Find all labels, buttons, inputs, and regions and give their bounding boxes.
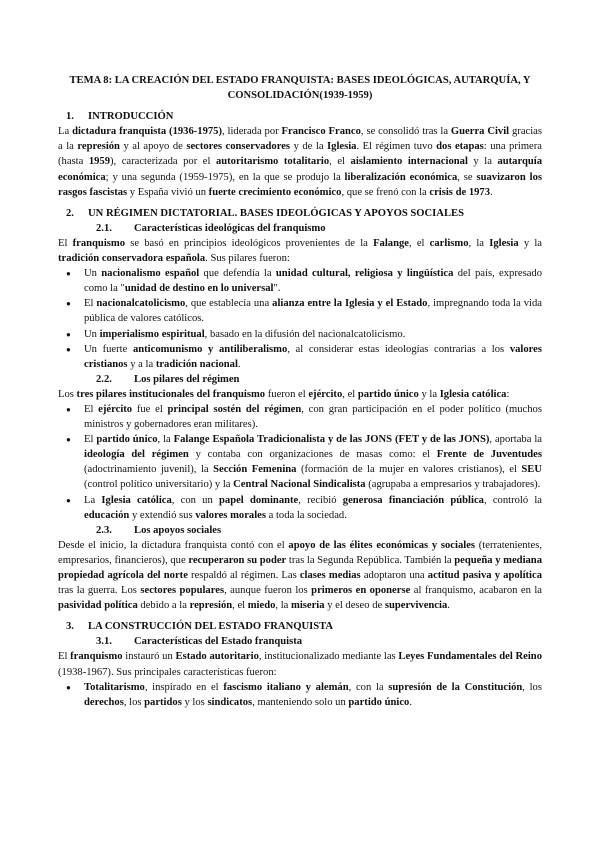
bold-text: Sección Femenina — [213, 464, 297, 476]
bold-text: partido único — [96, 434, 158, 446]
section-3-1-list — [58, 680, 542, 710]
bold-text: supresión de la Constitución — [388, 681, 523, 693]
bold-text: educación — [84, 509, 130, 521]
intro-paragraph: La dictadura franquista (1936-1975), liderada por Francisco Franco, se consolidó tras la Guerra Civil gracias a la represión y al apoyo de sectores conservadores y de la Iglesia. El régimen tuvo dos etapas: una primera (hasta 1959), caracterizada por el autoritarismo totalitario, el aislamiento internacional y la autarquía económica; y una segunda (1959-1975), en la que se produjo la liberalización económica, se suavizaron los rasgos fascistas y España vivió un fuerte crecimiento económico, que se frenó con la crisis de 1973. — [58, 126, 542, 198]
section-2-3-heading: 2.3. Los apoyos sociales — [96, 524, 222, 536]
bold-text: partidos — [144, 696, 182, 708]
bold-text: dos etapas — [436, 141, 484, 153]
bold-text: pasividad política — [58, 600, 138, 612]
bold-text: Iglesia — [489, 237, 519, 249]
bold-text: carlismo — [429, 237, 469, 249]
bold-text: crisis de 1973 — [429, 186, 491, 198]
section-2-2-list — [58, 402, 542, 523]
bold-text: recuperaron su poder — [188, 554, 287, 566]
bold-text: Iglesia católica — [439, 388, 507, 400]
bold-text: supervivencia — [384, 600, 448, 612]
bold-text: franquismo — [70, 651, 123, 663]
bold-text: tradición nacional — [155, 358, 238, 370]
bold-text: clases medias — [299, 570, 361, 581]
bold-text: suavizaron los rasgos fascistas — [58, 171, 542, 198]
bold-text: Falange — [373, 237, 409, 249]
bold-text: SEU — [521, 464, 542, 476]
section-3-1-heading: 3.1. Características del Estado franquista — [96, 636, 303, 648]
bold-text: nacionalcatolicismo — [96, 298, 186, 310]
title-line-2: CONSOLIDACIÓN(1939-1959) — [227, 90, 373, 102]
section-2-2-heading: 2.2. Los pilares del régimen — [96, 373, 240, 385]
bold-text: principal sostén del régimen — [167, 403, 302, 415]
bold-text: represión — [189, 600, 233, 612]
bold-text: Guerra Civil — [450, 126, 510, 138]
bold-text: apoyo de las élites económicas y sociales — [288, 539, 476, 551]
bold-text: ejército — [308, 388, 343, 400]
bold-text: 1959 — [88, 156, 111, 168]
bold-text: ideología del régimen — [84, 449, 189, 461]
list-item: ● Un imperialismo espiritual, basado en la difusión del nacionalcatolicismo. — [84, 327, 542, 342]
section-3-1-intro: El franquismo instauró un Estado autoritario, institucionalizado mediante las Leyes Fundamentales del Reino (1938-1967). Sus principales características fueron: — [58, 651, 542, 678]
bold-text: alianza entre la Iglesia y el Estado — [272, 298, 428, 310]
list-item: ● Totalitarismo, inspirado en el fascismo italiano y alemán, con la supresión de la Constitución, los derechos, los partidos y los sindicatos, manteniendo solo un partido único. — [84, 680, 542, 710]
bold-text: sindicatos — [207, 696, 253, 708]
bold-text: primeros en oponerse — [311, 585, 411, 597]
bold-text: sectores conservadores — [186, 141, 291, 153]
bold-text: pequeña y mediana propiedad agrícola del norte — [58, 554, 542, 581]
document-page — [58, 73, 542, 710]
bold-text: Iglesia católica — [101, 494, 172, 506]
bold-text: derechos — [84, 696, 124, 708]
bold-text: partido único — [348, 696, 410, 708]
section-3-heading: 3. LA CONSTRUCCIÓN DEL ESTADO FRANQUISTA — [66, 621, 334, 633]
bold-text: Central Nacional Sindicalista — [233, 479, 366, 491]
section-2-1-list — [58, 266, 542, 372]
section-2-1-intro: El franquismo se basó en principios ideológicos provenientes de la Falange, el carlismo, la Iglesia y la tradición conservadora española. Sus pilares fueron: — [58, 237, 543, 265]
bold-text: Iglesia — [327, 141, 357, 153]
section-2-3-paragraph: Desde el inicio, la dictadura franquista contó con el apoyo de las élites económicas y sociales (terratenientes, empresarios, financieros), que recuperaron su poder tras la Segunda República. También la pequeña y mediana propiedad agrícola del norte respaldó al régimen. Las clases medias adoptaron una actitud pasiva y apolítica tras la guerra. Los sectores populares, aunque fueron los primeros en oponerse al franquismo, acabaron en la pasividad política debido a la represión, el miedo, la miseria y el deseo de supervivencia. — [58, 539, 542, 612]
section-1-heading: 1. INTRODUCCIÓN — [66, 111, 174, 123]
bold-text: valores morales — [195, 509, 266, 521]
bold-text: tres pilares institucionales del franquismo — [76, 388, 266, 400]
section-2-heading: 2. UN RÉGIMEN DICTATORIAL. BASES IDEOLÓGICAS Y APOYOS SOCIALES — [66, 207, 464, 219]
bold-text: partido único — [357, 388, 419, 400]
bold-text: sectores populares — [140, 585, 225, 597]
bold-text: fuerte crecimiento económico — [208, 186, 342, 198]
bold-text: tradición conservadora española — [58, 253, 206, 265]
bold-text: Falange Española Tradicionalista y de las JONS (FET y de las JONS) — [173, 434, 490, 446]
list-item: ● El partido único, la Falange Española Tradicionalista y de las JONS (FET y de las JONS), aportaba la ideología del régimen y contaba con organizaciones de masas como: el Frente de Juventudes (adoctrinamiento juvenil), la Sección Femenina (formación de la mujer en valores cristianos), el SEU (control político universitario) y la Central Nacional Sindicalista (agrupaba a empresarios y trabajadores). — [84, 432, 542, 492]
bold-text: Frente de Juventudes — [436, 449, 542, 461]
bold-text: valores cristianos — [84, 343, 542, 370]
document-title — [58, 73, 542, 103]
bold-text: generosa financiación pública — [342, 494, 484, 506]
bold-text: imperialismo espiritual — [99, 328, 205, 340]
bold-text: Totalitarismo — [84, 681, 145, 693]
bold-text: miseria — [291, 600, 325, 612]
bold-text: aislamiento internacional — [350, 156, 468, 168]
bold-text: actitud pasiva y apolítica — [427, 570, 542, 581]
bold-text: autoritarismo totalitario — [215, 156, 330, 168]
bold-text: fascismo italiano y alemán — [223, 681, 349, 693]
title-line-1: TEMA 8: LA CREACIÓN DEL ESTADO FRANQUISTA: BASES IDEOLÓGICAS, AUTARQUÍA, Y — [69, 75, 531, 86]
bold-text: franquismo — [72, 237, 126, 249]
bold-text: ejército — [98, 403, 133, 415]
bold-text: Leyes Fundamentales del Reino — [398, 651, 542, 663]
bold-text: Francisco Franco — [281, 126, 361, 138]
bold-text: unidad cultural, religiosa y lingüística — [275, 268, 454, 280]
bold-text: dictadura franquista (1936-1975) — [72, 126, 223, 138]
list-item: ● El ejército fue el principal sostén del régimen, con gran participación en el poder político (muchos ministros y gobernadores eran militares). — [84, 402, 542, 432]
bold-text: represión — [77, 141, 120, 153]
bold-text: miedo — [247, 600, 276, 612]
bold-text: unidad de destino en lo universal — [124, 283, 274, 295]
list-item: ● El nacionalcatolicismo, que establecía una alianza entre la Iglesia y el Estado, impregnando toda la vida pública de valores católicos. — [84, 296, 542, 326]
bold-text: liberalización económica — [344, 171, 458, 183]
list-item: ● La Iglesia católica, con un papel dominante, recibió generosa financiación pública, controló la educación y extendió sus valores morales a toda la sociedad. — [84, 493, 542, 523]
bold-text: nacionalismo español — [101, 268, 200, 280]
bold-text: anticomunismo y antiliberalismo — [132, 343, 288, 355]
list-item: ● Un fuerte anticomunismo y antiliberalismo, al considerar estas ideologías contrarias a los valores cristianos y a la tradición nacional. — [84, 342, 542, 372]
bold-text: autarquía económica — [58, 156, 542, 183]
list-item: ● Un nacionalismo español que defendía la unidad cultural, religiosa y lingüística del país, expresado como la "unidad de destino en lo universal". — [84, 266, 542, 296]
section-2-2-intro: Los tres pilares institucionales del franquismo fueron el ejército, el partido único y la Iglesia católica: — [58, 388, 510, 400]
bold-text: Estado autoritario — [175, 651, 259, 663]
bold-text: papel dominante — [219, 494, 299, 506]
section-2-1-heading: 2.1. Características ideológicas del franquismo — [96, 222, 326, 234]
